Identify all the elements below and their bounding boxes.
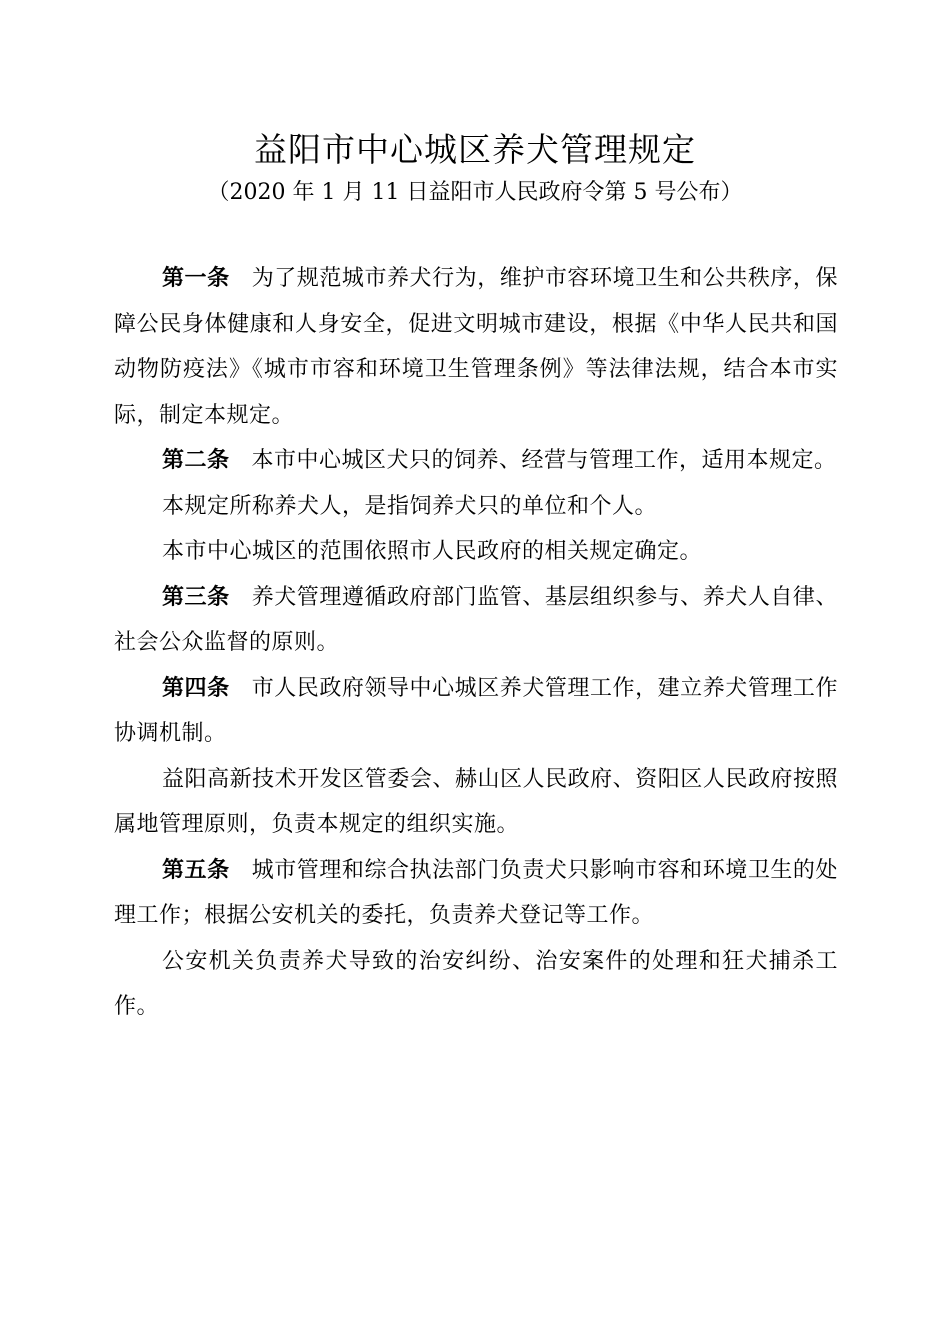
article-text: 本市中心城区犬只的饲养、经营与管理工作，适用本规定。 [251,448,837,473]
article-5-paragraph [114,848,838,939]
paragraph: 公安机关负责养犬导致的治安纠纷、治安案件的处理和狂犬捕杀工作。 [114,948,838,1019]
article-number: 第四条 [162,675,230,701]
article-text: 城市管理和综合执法部门负责犬只影响市容和环境卫生的处理工作；根据公安机关的委托，负责养犬登记等工作。 [114,857,838,928]
document-subtitle: （2020 年 1 月 11 日益阳市人民政府令第 5 号公布） [207,180,743,205]
article-3-paragraph [114,575,838,666]
paragraph: 本规定所称养犬人，是指饲养犬只的单位和个人。 [162,493,658,519]
article-4-paragraph [114,666,838,757]
article-number: 第一条 [162,266,230,291]
article-number: 第二条 [162,448,230,473]
article-text: 市人民政府领导中心城区养犬管理工作，建立养犬管理工作协调机制。 [114,675,838,746]
document-title: 益阳市中心城区养犬管理规定 [254,130,696,169]
article-number: 第五条 [162,857,230,883]
paragraph: 本市中心城区的范围依照市人民政府的相关规定确定。 [162,539,703,564]
paragraph: 益阳高新技术开发区管委会、赫山区人民政府、资阳区人民政府按照属地管理原则，负责本规定的组织实施。 [114,766,838,837]
article-text: 为了规范城市养犬行为，维护市容环境卫生和公共秩序，保障公民身体健康和人身安全，促进文明城市建设，根据《中华人民共和国动物防疫法》《城市市容和环境卫生管理条例》等法律法规，结合本市实际，制定本规定。 [114,266,838,428]
article-number: 第三条 [162,584,230,610]
article-text: 养犬管理遵循政府部门监管、基层组织参与、养犬人自律、社会公众监督的原则。 [114,584,838,655]
article-1-paragraph [114,256,838,438]
article-2-paragraph [114,438,838,484]
document-body [114,256,838,1030]
